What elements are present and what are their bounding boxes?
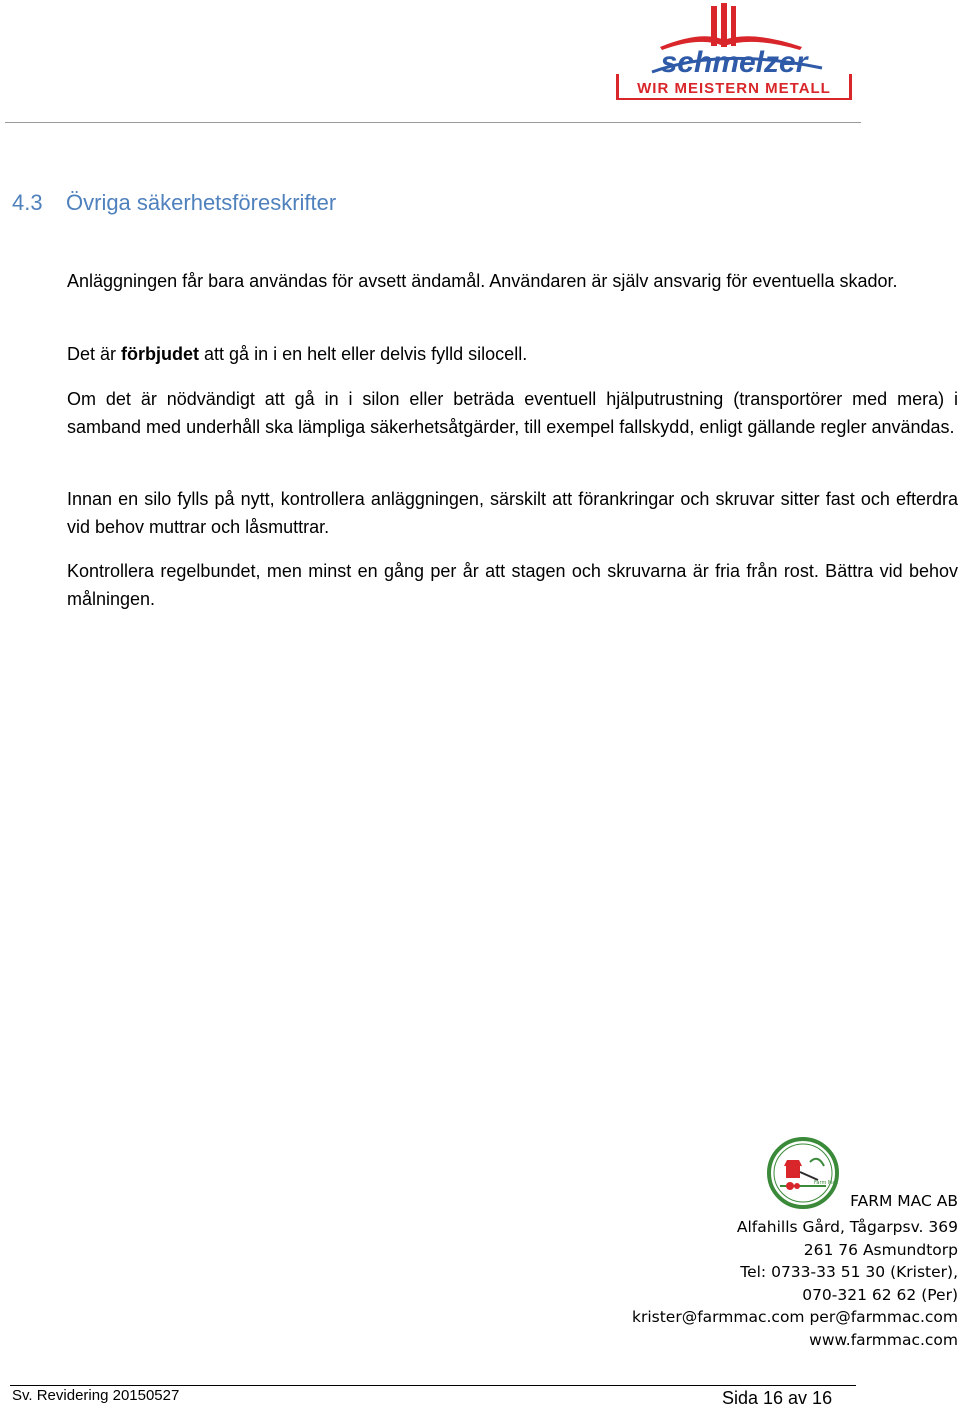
- company-name: FARM MAC AB: [850, 1192, 958, 1210]
- logo-tagline-text: WIR MEISTERN METALL: [637, 80, 831, 97]
- paragraph-safety-measures: Om det är nödvändigt att gå in i silon eller beträda eventuell hjälputrustning (transportörer med mera) i samband med underhåll ska lämpliga säkerhetsåtgärder, till exempel fallskydd, enligt gällande regler användas.: [67, 389, 958, 437]
- header-divider: [5, 122, 861, 123]
- company-address-line2: 261 76 Asmundtorp: [803, 1240, 958, 1259]
- company-tel-line2: 070-321 62 62 (Per): [802, 1285, 958, 1304]
- page-number: Sida 16 av 16: [722, 1388, 833, 1408]
- section-heading: [12, 190, 336, 216]
- logo-brand-text: schmelzer: [660, 46, 808, 79]
- p2-bold-word: förbjudet: [121, 344, 200, 364]
- paragraph-refill-check: Innan en silo fylls på nytt, kontrollera anläggningen, särskilt att förankringar och skruvar sitter fast och efterdra vid behov muttrar och låsmuttrar.: [67, 489, 958, 537]
- footer-divider: [10, 1385, 856, 1386]
- company-contact-block: [632, 1216, 958, 1351]
- p2-text-after: att gå in i en helt eller delvis fylld silocell.: [199, 344, 528, 364]
- paragraph-usage: Anläggningen får bara användas för avsett ändamål. Användaren är själv ansvarig för eventuella skador.: [67, 271, 898, 291]
- schmelzer-logo: [612, 2, 856, 102]
- farmmac-logo-text: Farm Mac: [814, 1180, 839, 1186]
- section-title: Övriga säkerhetsföreskrifter: [66, 190, 337, 215]
- schmelzer-logo-graphic: [612, 2, 856, 102]
- farmmac-logo-graphic: [766, 1136, 840, 1210]
- company-website[interactable]: www.farmmac.com: [809, 1330, 958, 1349]
- section-number: 4.3: [12, 190, 43, 215]
- paragraph-rust-check: Kontrollera regelbundet, men minst en gång per år att stagen och skruvarna är fria från rost. Bättra vid behov målningen.: [67, 561, 958, 609]
- company-emails[interactable]: krister@farmmac.com per@farmmac.com: [632, 1308, 958, 1326]
- company-tel-line1: Tel: 0733-33 51 30 (Krister),: [740, 1263, 958, 1281]
- farmmac-logo: [766, 1136, 840, 1210]
- paragraph-forbidden: [67, 341, 958, 369]
- company-address-line1: Alfahills Gård, Tågarpsv. 369: [736, 1218, 958, 1236]
- p2-text-before: Det är: [67, 344, 122, 364]
- revision-label: Sv. Revidering 20150527: [12, 1387, 180, 1404]
